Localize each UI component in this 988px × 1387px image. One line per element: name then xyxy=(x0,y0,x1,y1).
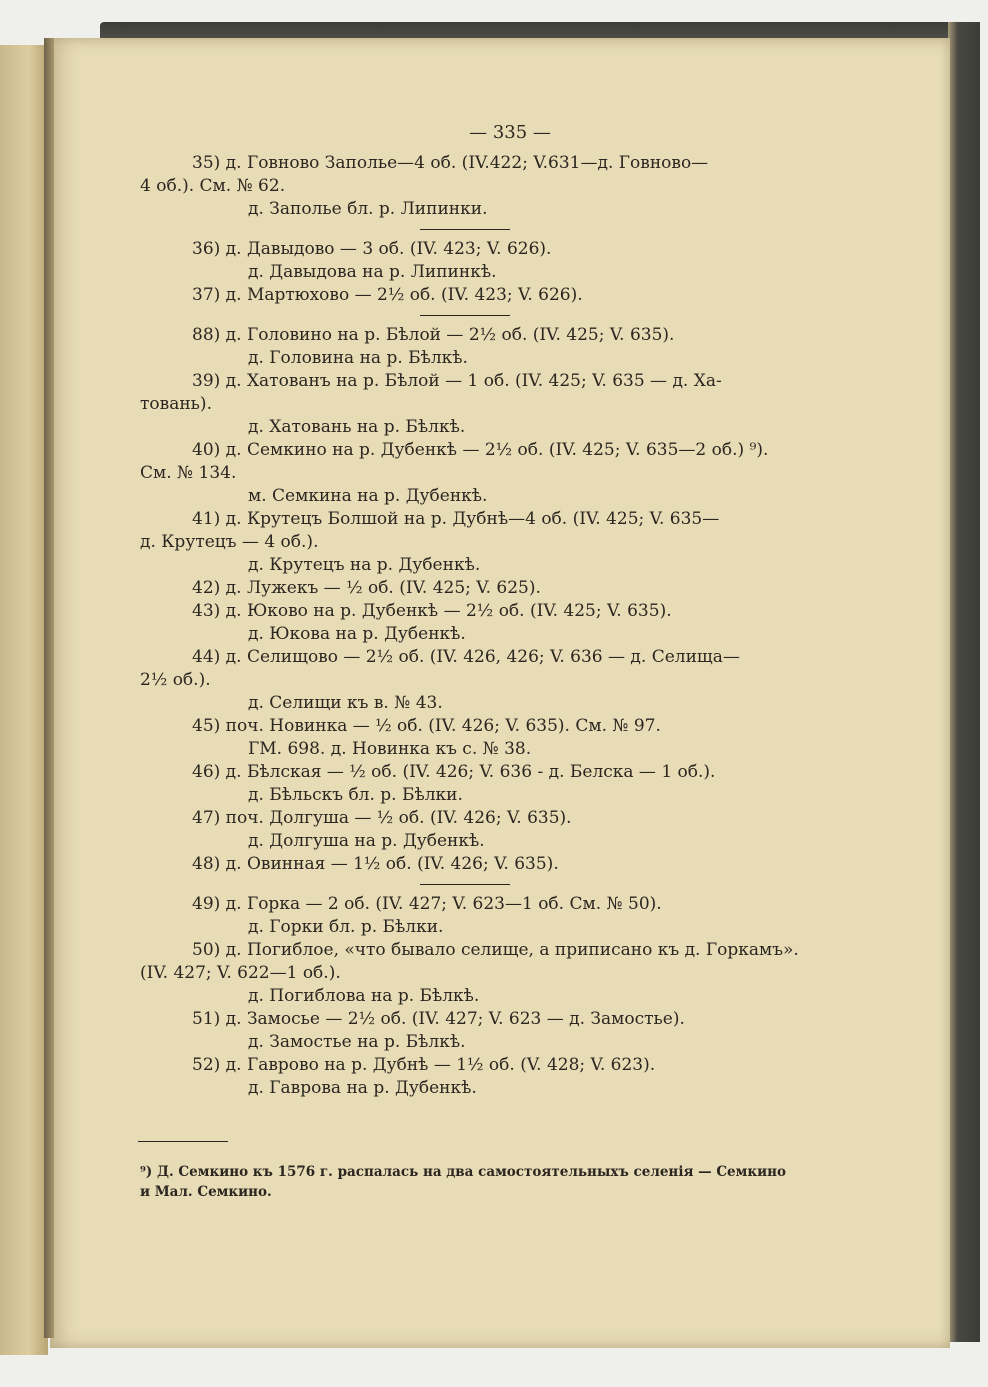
text-line: 88) д. Головино на р. Бѣлой — 2½ об. (IV. 425; V. 635). xyxy=(192,325,675,345)
text-line: 47) поч. Долгуша — ½ об. (IV. 426; V. 635). xyxy=(192,808,572,828)
book-page xyxy=(50,38,950,1348)
footnote-line: ⁹) Д. Семкино къ 1576 г. распалась на два самостоятельныхъ селенія — Семкино xyxy=(140,1164,787,1180)
text-line: м. Семкина на р. Дубенкѣ. xyxy=(248,486,488,506)
text-line: 2½ об.). xyxy=(140,670,211,690)
text-line: 42) д. Лужекъ — ½ об. (IV. 425; V. 625). xyxy=(192,578,541,598)
text-line: ГМ. 698. д. Новинка къ с. № 38. xyxy=(248,739,532,759)
text-line: 40) д. Семкино на р. Дубенкѣ — 2½ об. (IV. 425; V. 635—2 об.) ⁹). xyxy=(192,440,769,460)
footnote-rule xyxy=(138,1141,228,1142)
text-line: д. Юкова на р. Дубенкѣ. xyxy=(248,624,466,644)
text-line: д. Бѣльскъ бл. р. Бѣлки. xyxy=(248,785,463,805)
text-line: 50) д. Погиблое, «что бывало селище, а приписано къ д. Горкамъ». xyxy=(192,940,799,960)
text-line: д. Давыдова на р. Липинкѣ. xyxy=(248,262,497,282)
text-line: д. Селищи къ в. № 43. xyxy=(248,693,443,713)
text-line: д. Заполье бл. р. Липинки. xyxy=(248,199,488,219)
text-line: д. Хатовань на р. Бѣлкѣ. xyxy=(248,417,466,437)
text-line: д. Долгуша на р. Дубенкѣ. xyxy=(248,831,485,851)
left-page-edge xyxy=(0,45,48,1355)
text-line: д. Погиблова на р. Бѣлкѣ. xyxy=(248,986,480,1006)
text-line: (IV. 427; V. 622—1 об.). xyxy=(140,963,341,983)
footnote-line: и Мал. Семкино. xyxy=(140,1184,272,1200)
text-line: 52) д. Гаврово на р. Дубнѣ — 1½ об. (V. 428; V. 623). xyxy=(192,1055,656,1075)
text-line: 37) д. Мартюхово — 2½ об. (IV. 423; V. 626). xyxy=(192,285,583,305)
text-line: д. Замостье на р. Бѣлкѣ. xyxy=(248,1032,466,1052)
text-line: 48) д. Овинная — 1½ об. (IV. 426; V. 635). xyxy=(192,854,559,874)
text-line: 49) д. Горка — 2 об. (IV. 427; V. 623—1 об. См. № 50). xyxy=(192,894,662,914)
text-line: 41) д. Крутецъ Болшой на р. Дубнѣ—4 об. (IV. 425; V. 635— xyxy=(192,509,720,529)
footnote xyxy=(140,1162,840,1202)
text-line: д. Головина на р. Бѣлкѣ. xyxy=(248,348,468,368)
text-line: 36) д. Давыдово — 3 об. (IV. 423; V. 626). xyxy=(192,239,552,259)
text-line: См. № 134. xyxy=(140,463,237,483)
text-line: 44) д. Селищово — 2½ об. (IV. 426, 426; V. 636 — д. Селища— xyxy=(192,647,740,667)
text-line: 35) д. Говново Заполье—4 об. (IV.422; V.631—д. Говново— xyxy=(192,153,709,173)
text-line: 46) д. Бѣлская — ½ об. (IV. 426; V. 636 - д. Белска — 1 об.). xyxy=(192,762,716,782)
text-line: 51) д. Замосье — 2½ об. (IV. 427; V. 623 — д. Замостье). xyxy=(192,1009,685,1029)
text-line: 39) д. Хатованъ на р. Бѣлой — 1 об. (IV. 425; V. 635 — д. Ха- xyxy=(192,371,722,391)
text-line: д. Горки бл. р. Бѣлки. xyxy=(248,917,444,937)
page-body xyxy=(140,152,840,1100)
section-separator xyxy=(140,221,840,238)
page-number: — 335 — xyxy=(469,122,551,143)
text-line: 43) д. Юково на р. Дубенкѣ — 2½ об. (IV. 425; V. 635). xyxy=(192,601,672,621)
book-cover-right xyxy=(948,22,980,1342)
text-line: д. Гаврова на р. Дубенкѣ. xyxy=(248,1078,477,1098)
section-separator xyxy=(140,876,840,893)
text-line: товань). xyxy=(140,394,212,414)
text-line: д. Крутецъ — 4 об.). xyxy=(140,532,319,552)
section-separator xyxy=(140,307,840,324)
text-line: 4 об.). См. № 62. xyxy=(140,176,286,196)
text-line: д. Крутецъ на р. Дубенкѣ. xyxy=(248,555,481,575)
page-gutter xyxy=(44,38,54,1338)
text-line: 45) поч. Новинка — ½ об. (IV. 426; V. 635). См. № 97. xyxy=(192,716,661,736)
